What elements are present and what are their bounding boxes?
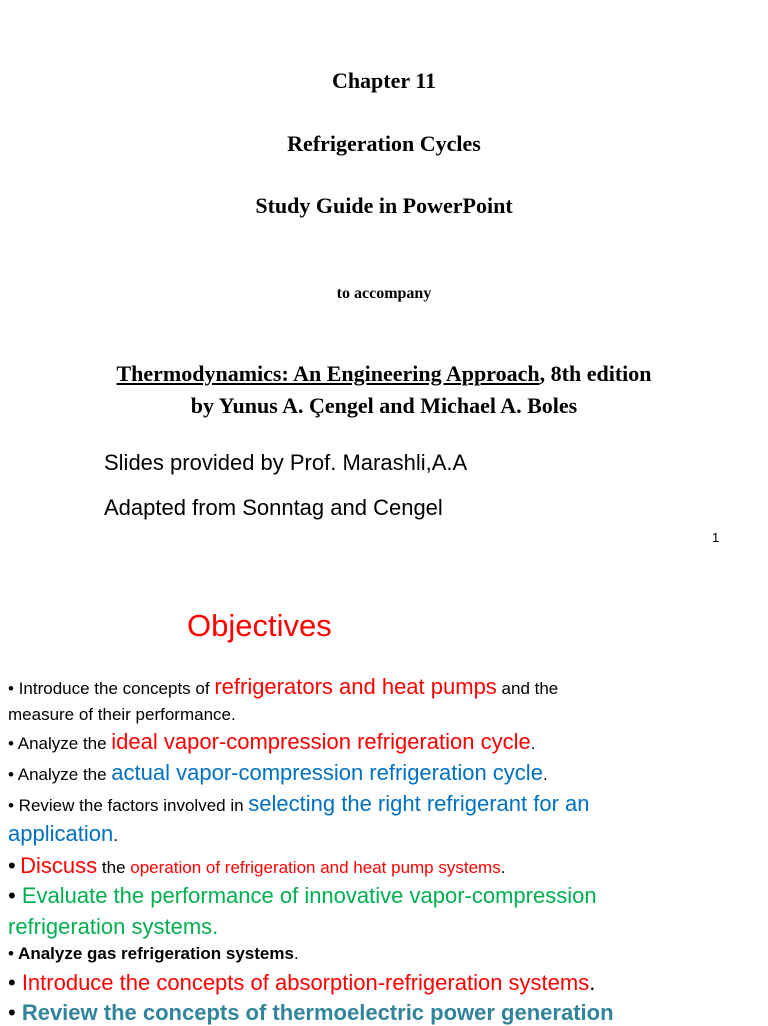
book-title-line xyxy=(0,361,768,387)
objective-item-continued: application. xyxy=(8,821,118,846)
objective-item: • Review the factors involved in selecting the right refrigerant for an xyxy=(8,791,590,816)
bullet: • xyxy=(8,944,14,963)
objective-item: • Discuss the operation of refrigeration and heat pump systems. xyxy=(8,853,506,878)
bullet: • xyxy=(8,765,14,784)
objective-item: • Analyze the ideal vapor-compression refrigeration cycle. xyxy=(8,729,536,754)
bullet: • xyxy=(8,679,14,698)
objectives-heading: Objectives xyxy=(187,608,332,643)
accompany-label: to accompany xyxy=(336,285,432,302)
book-title: Thermodynamics: An Engineering Approach xyxy=(116,361,540,386)
bullet: • xyxy=(8,883,16,908)
objective-item: • Review the concepts of thermoelectric power generation xyxy=(8,1000,614,1025)
chapter-number: Chapter 11 xyxy=(331,68,437,93)
page-number: 1 xyxy=(712,530,720,545)
objective-item-continued: refrigeration systems. xyxy=(8,914,219,939)
objective-item: • Evaluate the performance of innovative vapor-compression xyxy=(8,883,597,908)
objective-item: • Introduce the concepts of refrigerators and heat pumps and the xyxy=(8,674,559,699)
chapter-title: Refrigeration Cycles xyxy=(287,131,481,156)
adapted-credit: Adapted from Sonntag and Cengel xyxy=(104,495,443,520)
bullet: • xyxy=(8,796,14,815)
book-authors: by Yunus A. Çengel and Michael A. Boles xyxy=(190,393,578,418)
bullet: • xyxy=(8,1000,16,1025)
bullet: • xyxy=(8,970,16,995)
objective-item: • Analyze gas refrigeration systems. xyxy=(8,944,299,963)
objective-item: • Introduce the concepts of absorption-refrigeration systems. xyxy=(8,970,596,995)
objective-item: • Analyze the actual vapor-compression refrigeration cycle. xyxy=(8,760,548,785)
bullet: • xyxy=(8,853,16,878)
objective-item-continued: measure of their performance. xyxy=(8,705,236,724)
book-edition: , 8th edition xyxy=(539,361,652,386)
bullet: • xyxy=(8,734,14,753)
slides-credit: Slides provided by Prof. Marashli,A.A xyxy=(104,450,468,475)
study-guide-label: Study Guide in PowerPoint xyxy=(255,193,513,218)
